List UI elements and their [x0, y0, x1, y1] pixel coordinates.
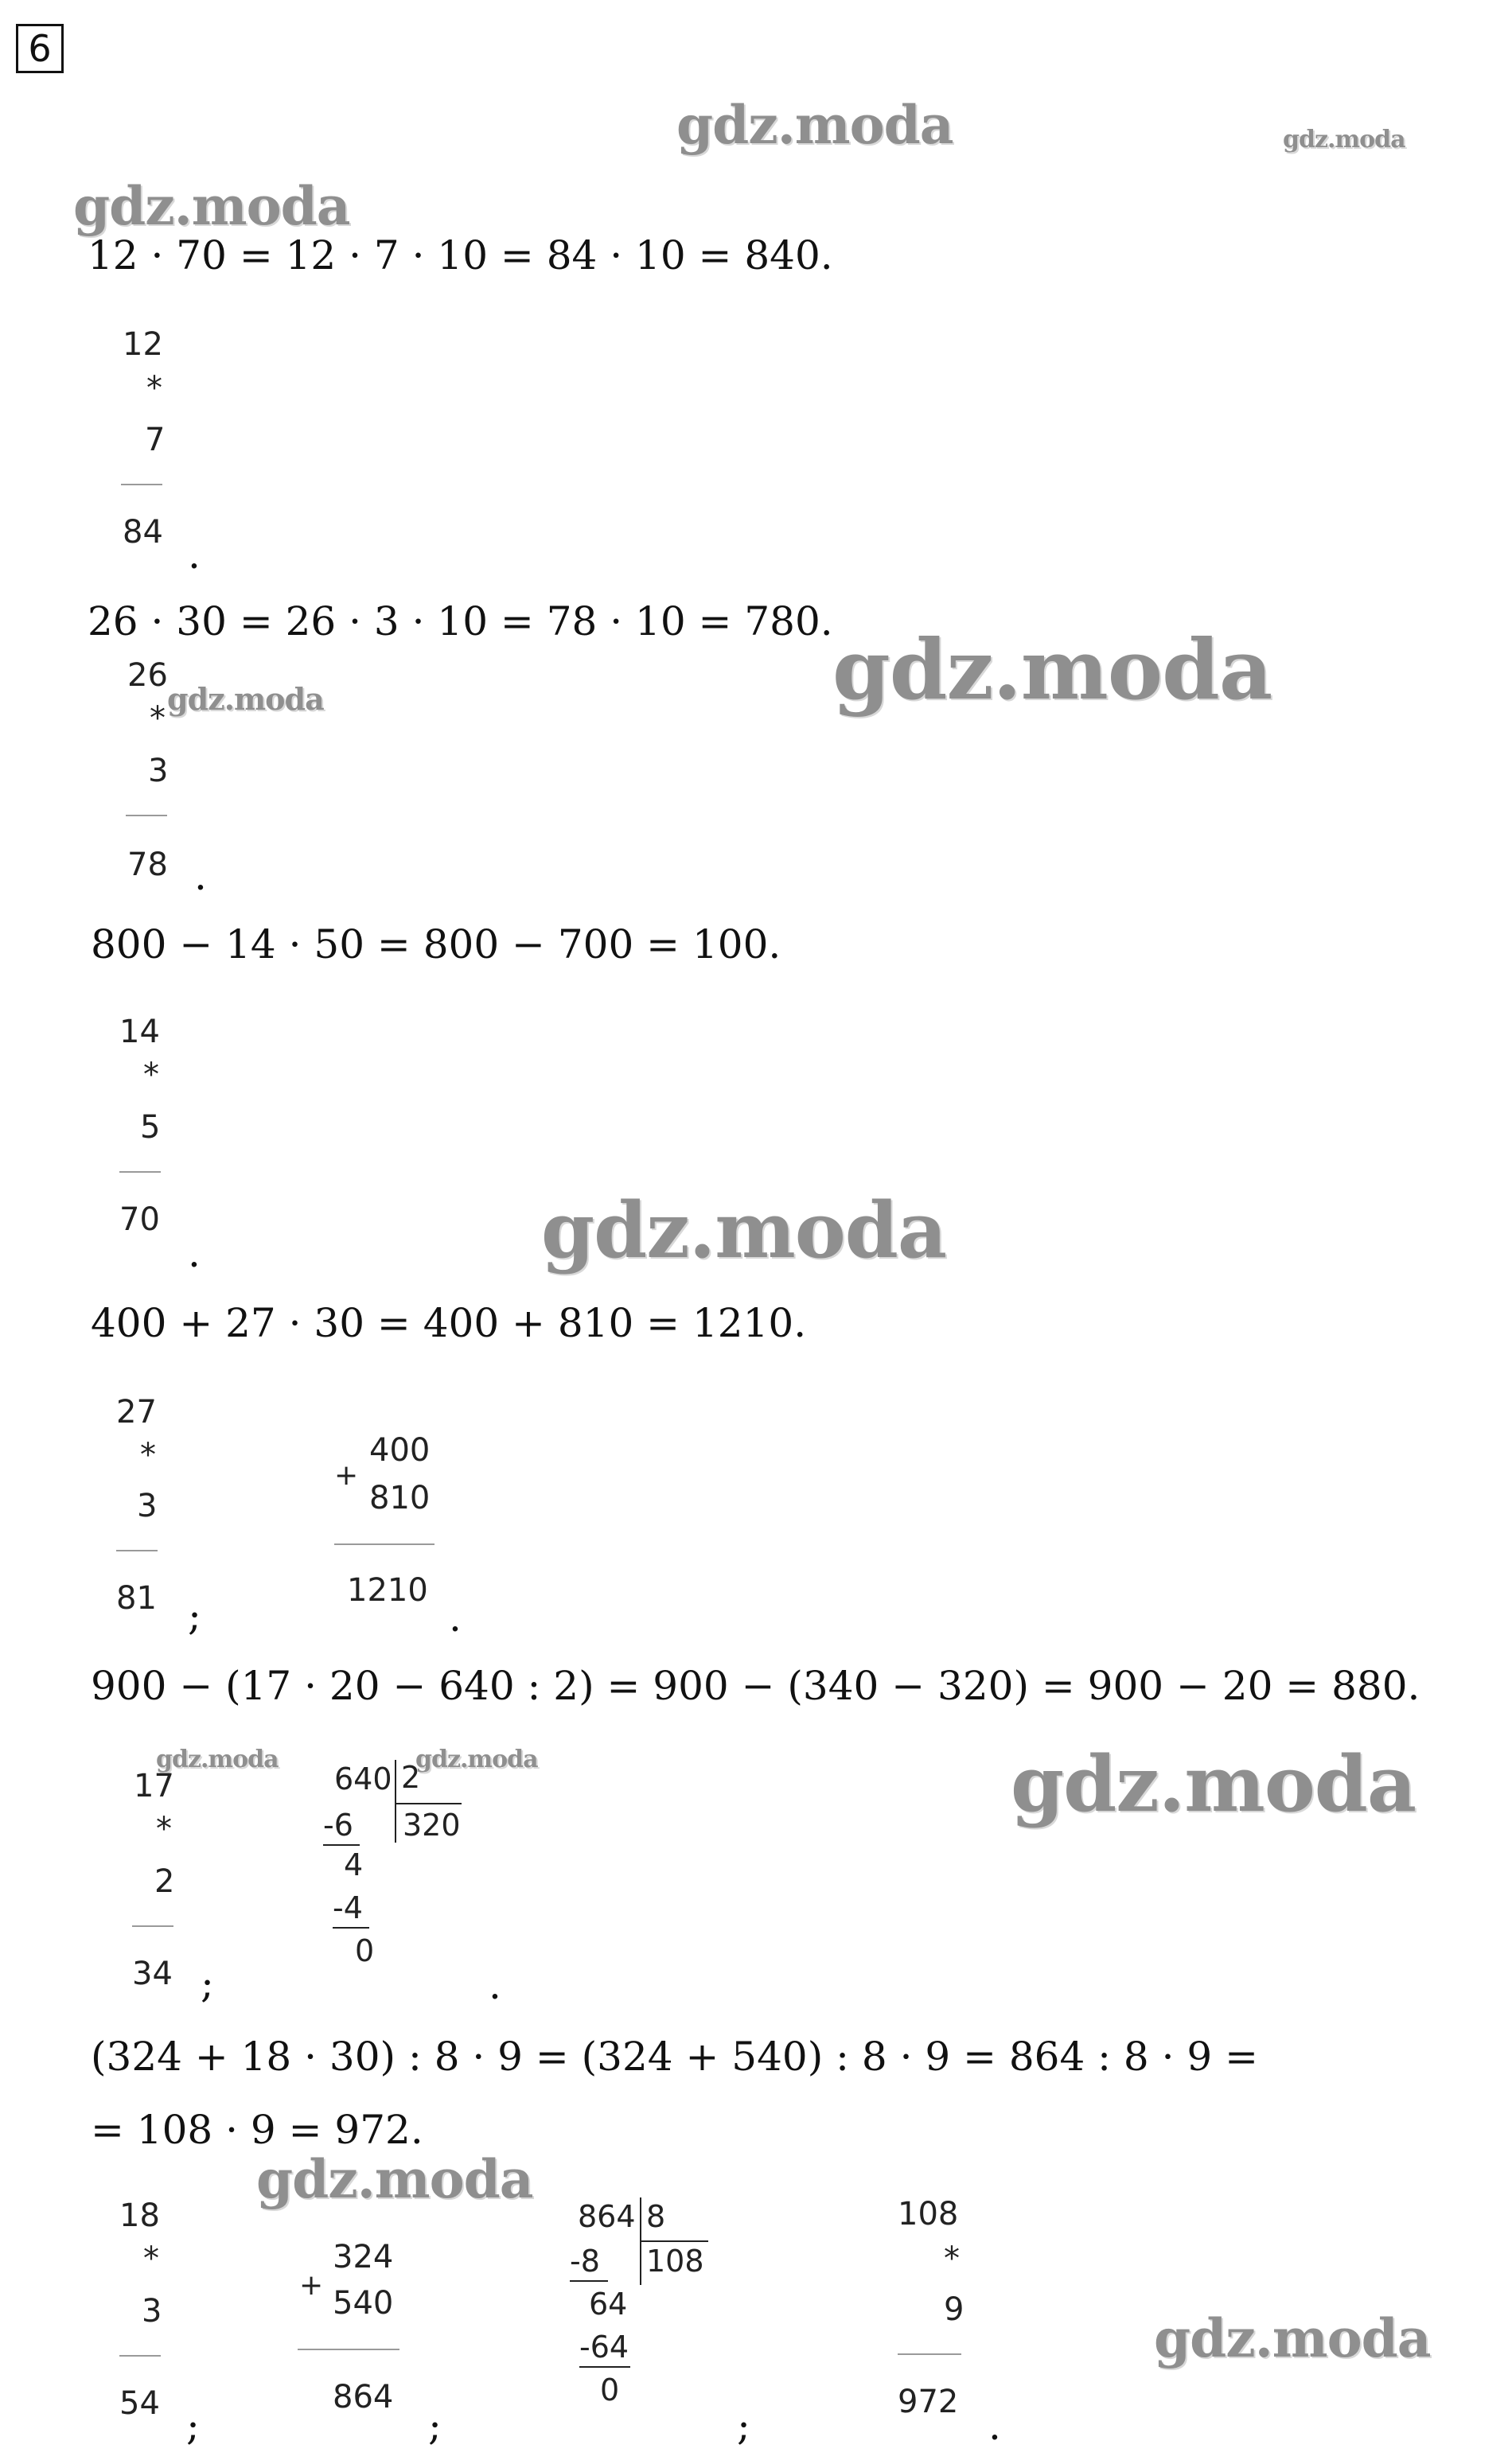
calc-rule	[126, 815, 167, 816]
calc-operator: *	[944, 2240, 960, 2277]
calc-result: 864	[333, 2379, 394, 2415]
equation-line: 900 − (17 · 20 − 640 : 2) = 900 − (340 − 320) = 900 − 20 = 880.	[91, 1663, 1420, 1709]
calc-operator: *	[150, 700, 166, 737]
calc-operand: 540	[333, 2285, 394, 2322]
calc-result: 70	[119, 1201, 160, 1238]
calc-result: 81	[116, 1580, 157, 1617]
calc-operand: 324	[333, 2239, 394, 2275]
calc-operand: 2	[154, 1863, 175, 1900]
division-quotient: 320	[403, 1808, 461, 1843]
division-step-line	[579, 2366, 630, 2368]
calc-operand: 17	[134, 1768, 174, 1804]
calc-punct: ;	[188, 1593, 201, 1639]
calc-operand: 400	[369, 1432, 431, 1469]
equation-line: 12 · 70 = 12 · 7 · 10 = 84 · 10 = 840.	[88, 232, 833, 278]
division-bar	[395, 1760, 396, 1843]
calc-result: 34	[132, 1956, 173, 1992]
calc-operator: +	[299, 2269, 324, 2302]
division-dividend: 864	[578, 2199, 636, 2234]
calc-operand: 26	[127, 657, 168, 694]
calc-punct: ;	[201, 1960, 214, 2007]
calc-rule	[116, 1550, 158, 1551]
calc-result: 84	[123, 514, 163, 551]
division-remainder: 4	[344, 1847, 364, 1882]
division-subtrahend: -64	[579, 2330, 629, 2365]
calc-rule	[121, 484, 162, 485]
calc-rule	[132, 1925, 173, 1927]
calc-rule	[298, 2349, 399, 2350]
calc-operand: 108	[898, 2196, 959, 2232]
calc-punct: .	[194, 853, 207, 899]
equation-line: 800 − 14 · 50 = 800 − 700 = 100.	[91, 921, 781, 967]
calc-operator: *	[143, 1057, 159, 1093]
division-remainder: 64	[589, 2287, 628, 2322]
calc-result: 1210	[347, 1572, 428, 1609]
division-remainder: 0	[600, 2373, 620, 2408]
calc-operand: 3	[137, 1488, 158, 1524]
equation-line: 26 · 30 = 26 · 3 · 10 = 78 · 10 = 780.	[88, 598, 833, 644]
calc-operand: 12	[123, 326, 163, 363]
watermark: gdz.moda	[1283, 126, 1405, 154]
watermark: gdz.moda	[73, 175, 350, 237]
equation-line: (324 + 18 · 30) : 8 · 9 = (324 + 540) : 8 · 9 = 864 : 8 · 9 =	[91, 2034, 1259, 2080]
division-divisor: 2	[401, 1760, 421, 1795]
calc-punct: ;	[737, 2403, 750, 2449]
task-number: 6	[16, 24, 64, 73]
calc-operand: 27	[116, 1394, 157, 1431]
calc-operand: 7	[145, 422, 166, 458]
calc-punct: ;	[428, 2403, 442, 2449]
division-subtrahend: -6	[323, 1808, 353, 1843]
calc-rule	[898, 2353, 961, 2355]
watermark: gdz.moda	[1011, 1739, 1417, 1829]
watermark: gdz.moda	[832, 621, 1272, 718]
calc-operator: *	[146, 370, 162, 407]
division-line	[395, 1803, 462, 1804]
division-step-line	[333, 1927, 369, 1929]
watermark: gdz.moda	[256, 2148, 533, 2210]
calc-punct: .	[188, 531, 201, 578]
calc-operand: 14	[119, 1014, 160, 1050]
equation-line: 400 + 27 · 30 = 400 + 810 = 1210.	[91, 1300, 807, 1346]
division-quotient: 108	[646, 2244, 704, 2279]
watermark: gdz.moda	[167, 681, 324, 717]
watermark: gdz.moda	[1154, 2307, 1431, 2369]
division-line	[640, 2240, 708, 2242]
calc-rule	[119, 2355, 161, 2357]
calc-result: 972	[898, 2384, 959, 2420]
division-step-line	[323, 1844, 360, 1846]
calc-operand: 3	[142, 2293, 162, 2330]
calc-result: 54	[119, 2385, 160, 2422]
calc-punct: .	[489, 1962, 501, 2008]
division-subtrahend: -4	[333, 1890, 363, 1925]
calc-operator: *	[156, 1811, 172, 1847]
division-step-line	[570, 2280, 608, 2282]
watermark: gdz.moda	[676, 94, 953, 156]
division-divisor: 8	[646, 2199, 666, 2234]
watermark: gdz.moda	[541, 1185, 947, 1275]
equation-line: = 108 · 9 = 972.	[91, 2107, 423, 2153]
calc-operand: 810	[369, 1480, 431, 1516]
calc-operand: 5	[140, 1109, 161, 1146]
calc-punct: .	[988, 2403, 1001, 2449]
watermark: gdz.moda	[156, 1746, 279, 1773]
calc-punct: ;	[186, 2403, 200, 2449]
calc-operator: +	[334, 1459, 359, 1492]
division-subtrahend: -8	[570, 2244, 600, 2279]
calc-result: 78	[127, 847, 168, 883]
calc-operator: *	[140, 1437, 156, 1473]
calc-rule	[119, 1171, 161, 1173]
calc-operator: *	[143, 2240, 159, 2277]
calc-punct: .	[188, 1230, 201, 1276]
calc-rule	[334, 1543, 435, 1545]
calc-operand: 9	[944, 2291, 964, 2328]
calc-operand: 3	[148, 753, 169, 789]
calc-punct: .	[449, 1594, 462, 1641]
calc-operand: 18	[119, 2197, 160, 2234]
watermark: gdz.moda	[415, 1746, 538, 1773]
division-dividend: 640	[334, 1761, 392, 1796]
division-remainder: 0	[355, 1933, 375, 1968]
